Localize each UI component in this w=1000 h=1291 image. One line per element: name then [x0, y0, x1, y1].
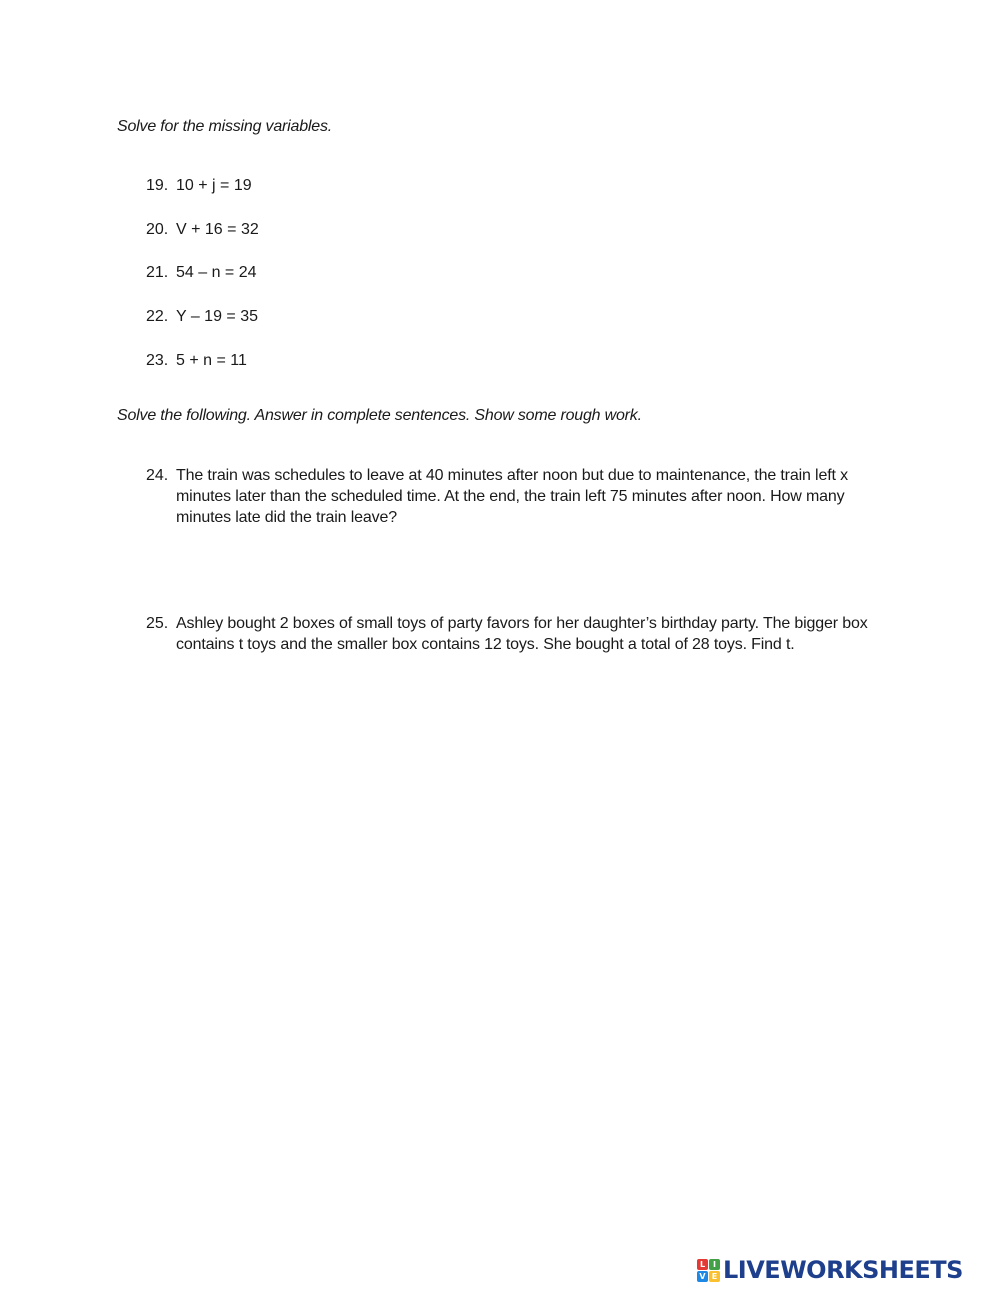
liveworksheets-logo [697, 1255, 963, 1285]
question-number: 21. [146, 264, 169, 281]
equation-text: 5 + n = 11 [176, 352, 247, 369]
equation-text: 10 + j = 19 [176, 177, 252, 194]
word-problem-24 [146, 465, 886, 528]
logo-letter: V [697, 1271, 708, 1282]
logo-wordmark: LIVEWORKSHEETS [723, 1256, 963, 1284]
liveworksheets-logo-icon [697, 1259, 720, 1282]
question-number: 22. [146, 308, 169, 325]
question-number: 25. [146, 615, 169, 632]
equation-20 [146, 219, 259, 240]
equation-23 [146, 350, 247, 371]
logo-letter: L [697, 1259, 708, 1270]
equation-text: V + 16 = 32 [176, 221, 259, 238]
logo-letter: E [709, 1271, 720, 1282]
word-problem-25 [146, 613, 886, 655]
equation-22 [146, 306, 258, 327]
section-2-instruction: Solve the following. Answer in complete sentences. Show some rough work. [117, 407, 642, 424]
word-problem-text: The train was schedules to leave at 40 minutes after noon but due to maintenance, the train left x minutes later than the scheduled time. At the end, the train left 75 minutes after noon. How many minutes late did the train leave? [176, 467, 848, 526]
section-1-instruction: Solve for the missing variables. [117, 118, 333, 135]
equation-21 [146, 262, 257, 283]
question-number: 19. [146, 177, 169, 194]
question-number: 24. [146, 467, 169, 484]
equation-19 [146, 175, 252, 196]
equation-text: 54 – n = 24 [176, 264, 257, 281]
question-number: 23. [146, 352, 169, 369]
equation-text: Y – 19 = 35 [176, 308, 258, 325]
word-problem-text: Ashley bought 2 boxes of small toys of party favors for her daughter’s birthday party. The bigger box contains t toys and the smaller box contains 12 toys. She bought a total of 28 toys. Find t. [176, 615, 868, 653]
question-number: 20. [146, 221, 169, 238]
logo-letter: I [709, 1259, 720, 1270]
